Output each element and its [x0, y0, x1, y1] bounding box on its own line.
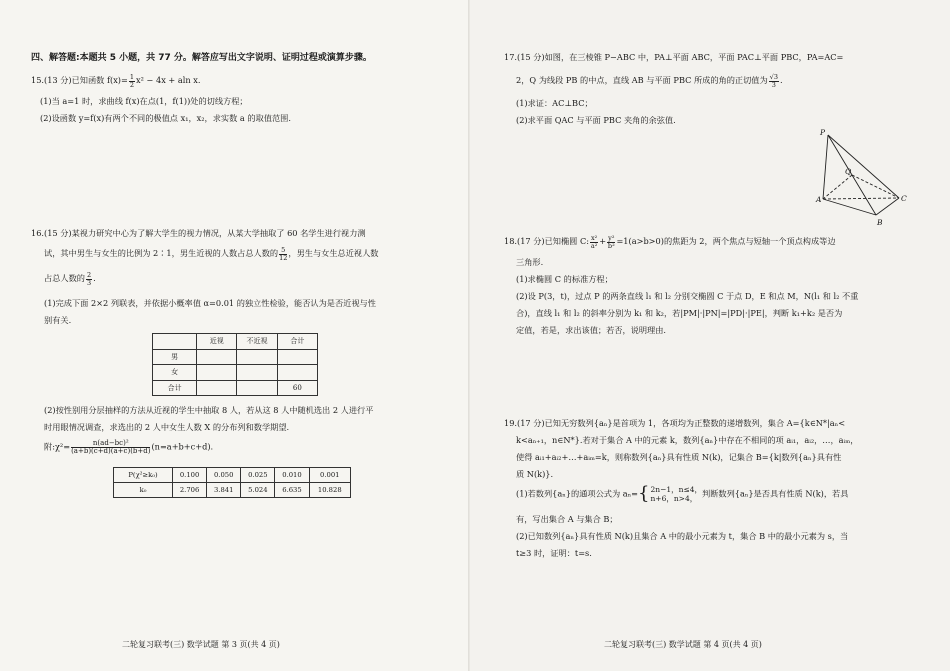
q16-line3: 占总人数的 $\frac{2}{3}$ .	[44, 271, 96, 287]
pyramid-figure	[815, 128, 915, 230]
edge-AC	[823, 198, 899, 199]
q18-part2-line2: 合)，直线 l₁ 和 l₂ 的斜率分别为 k₁ 和 k₂，若|PM|·|PN|=|PD|·|PE|，判断 k₁+k₂ 是否为	[516, 308, 843, 318]
q16-part1-line2: 别有关.	[44, 315, 72, 325]
q19-part1-line1: (1)若数列{aₙ}的通项公式为 aₙ={ 2n−1，n≤4， n+6，n>4， 判断数列{aₙ}是否具有性质 N(k)，若具	[516, 483, 849, 505]
table-row: k₀ 2.706 3.841 5.024 6.635 10.828	[114, 483, 351, 498]
page-footer-right: 二轮复习联考(三) 数学试题 第 4 页(共 4 页)	[604, 640, 762, 649]
edge-PC	[828, 135, 899, 198]
label-B: B	[877, 218, 883, 227]
q17-part1: (1)求证：AC⊥BC；	[516, 98, 593, 108]
label-P: P	[820, 128, 826, 137]
q17-fraction: $\frac{√3}{3}$	[769, 73, 778, 89]
q19-line4: 质 N(k)}.	[516, 469, 554, 479]
edge-PA	[823, 135, 828, 199]
q19-line1: 19.(17 分)已知无穷数列{aₙ}是首项为 1，各项均为正整数的递增数列，集合 A={k∈N*|aₙ<	[504, 418, 846, 428]
segment-QA	[823, 175, 852, 199]
q18-line2: 三角形.	[516, 257, 544, 267]
table-row: 男	[153, 349, 318, 365]
label-Q: Q	[845, 167, 852, 176]
table-row: 女	[153, 365, 318, 381]
q15-fraction: $\frac{1}{2}$	[129, 73, 135, 89]
chi-square-fraction: $\frac{\text{n(ad−bc)²}}{(a+b)(c+d)(a+c)(b+d)}$	[71, 439, 151, 455]
label-C: C	[901, 194, 907, 203]
piecewise-cases: 2n−1，n≤4， n+6，n>4，	[650, 485, 703, 504]
q17-line2: 2，Q 为线段 PB 的中点，直线 AB 与平面 PBC 所成的角的正切值为 $\frac{√3}{3}$ .	[516, 73, 783, 89]
q16-part1-line1: (1)完成下面 2×2 列联表，并依据小概率值 α=0.01 的独立性检验，能否认为是否近视与性	[44, 298, 376, 308]
section-header: 四、解答题:本题共 5 小题，共 77 分。解答应写出文字说明、证明过程或演算步骤。	[31, 53, 372, 63]
q16-line1: 16.(15 分)某视力研究中心为了解大学生的视力情况，从某大学抽取了 60 名学生进行视力测	[31, 228, 366, 238]
q18-line1: 18.(17 分)已知椭圆 C: $\frac{\text{x²}}{\text{a²}}$ + $\frac{\text{y²}}{\text{b²}}$ =1(a>b>0)的焦距为 2，两个焦点与短轴一个顶点构成等边	[504, 234, 836, 250]
q19-line3: 使得 aᵢ₁+aᵢ₂+…+aᵢₘ=k，则称数列{aₙ}具有性质 N(k)，记集合 B={k|数列{aₙ}具有性	[516, 452, 842, 462]
left-page	[0, 0, 470, 671]
q17-line1: 17.(15 分)如图，在三棱锥 P−ABC 中，PA⊥平面 ABC，平面 PAC⊥平面 PBC，PA=AC=	[504, 52, 844, 62]
right-page	[470, 0, 950, 671]
q15-part1: (1)当 a=1 时，求曲线 f(x)在点(1，f(1))处的切线方程；	[40, 96, 248, 106]
q18-part2-line1: (2)设 P(3，t)，过点 P 的两条直线 l₁ 和 l₂ 分别交椭圆 C 于点 D，E 和点 M，N(l₁ 和 l₂ 不重	[516, 291, 859, 301]
q18-part1: (1)求椭圆 C 的标准方程；	[516, 274, 613, 284]
q16-part2-line1: (2)按性别用分层抽样的方法从近视的学生中抽取 8 人，若从这 8 人中随机选出 2 人进行平	[44, 405, 374, 415]
q19-part1-line2: 有，写出集合 A 与集合 B；	[516, 514, 618, 524]
q16-line2: 试，其中男生与女生的比例为 2∶1，男生近视的人数占总人数的 $\frac{5}{12}$ ，男生与女生总近视人数	[44, 246, 379, 262]
page-footer-left: 二轮复习联考(三) 数学试题 第 3 页(共 4 页)	[122, 640, 280, 649]
q15-part2: (2)设函数 y=f(x)有两个不同的极值点 x₁，x₂，求实数 a 的取值范围.	[40, 113, 291, 123]
label-A: A	[816, 195, 822, 204]
q19-part2-line1: (2)已知数列{aₙ}具有性质 N(k)且集合 A 中的最小元素为 t，集合 B 中的最小元素为 s，当	[516, 531, 849, 541]
critical-value-table	[113, 467, 351, 498]
table-header-row: 近视 不近视 合计	[153, 334, 318, 350]
q18-fraction-y: $\frac{\text{y²}}{\text{b²}}$	[607, 234, 615, 250]
contingency-table	[152, 333, 318, 396]
table-row: 合计 60	[153, 380, 318, 396]
q17-part2: (2)求平面 QAC 与平面 PBC 夹角的余弦值.	[516, 115, 676, 125]
q19-line2: k<aₙ₊₁，n∈N*}.若对于集合 A 中的元素 k，数列{aₙ}中存在不相同的项 aᵢ₁，aᵢ₂，…，aᵢₘ，	[516, 435, 859, 445]
q18-part2-line3: 定值，若是，求出该值；若否，说明理由.	[516, 325, 666, 335]
table-row: P(χ²≥k₀) 0.100 0.050 0.025 0.010 0.001	[114, 468, 351, 483]
chi-square-formula: 附:χ²= $\frac{\text{n(ad−bc)²}}{(a+b)(c+d)(a+c)(b+d)}$ (n=a+b+c+d).	[44, 439, 214, 455]
q16-part2-line2: 时用眼情况调查，求选出的 2 人中女生人数 X 的分布列和数学期望.	[44, 422, 290, 432]
piecewise-brace: {	[638, 483, 650, 505]
q16-fraction-2-3: $\frac{2}{3}$	[86, 271, 92, 287]
q19-part2-line2: t≥3 时，证明：t=s.	[516, 548, 592, 558]
edge-BC	[876, 198, 899, 215]
q16-fraction-5-12: $\frac{5}{12}$	[279, 246, 288, 262]
q18-fraction-x: $\frac{\text{x²}}{\text{a²}}$	[590, 234, 598, 250]
q15-stem: 15.(13 分)已知函数 f(x)= $\frac{1}{2}$ x² − 4x + aln x.	[31, 73, 201, 89]
